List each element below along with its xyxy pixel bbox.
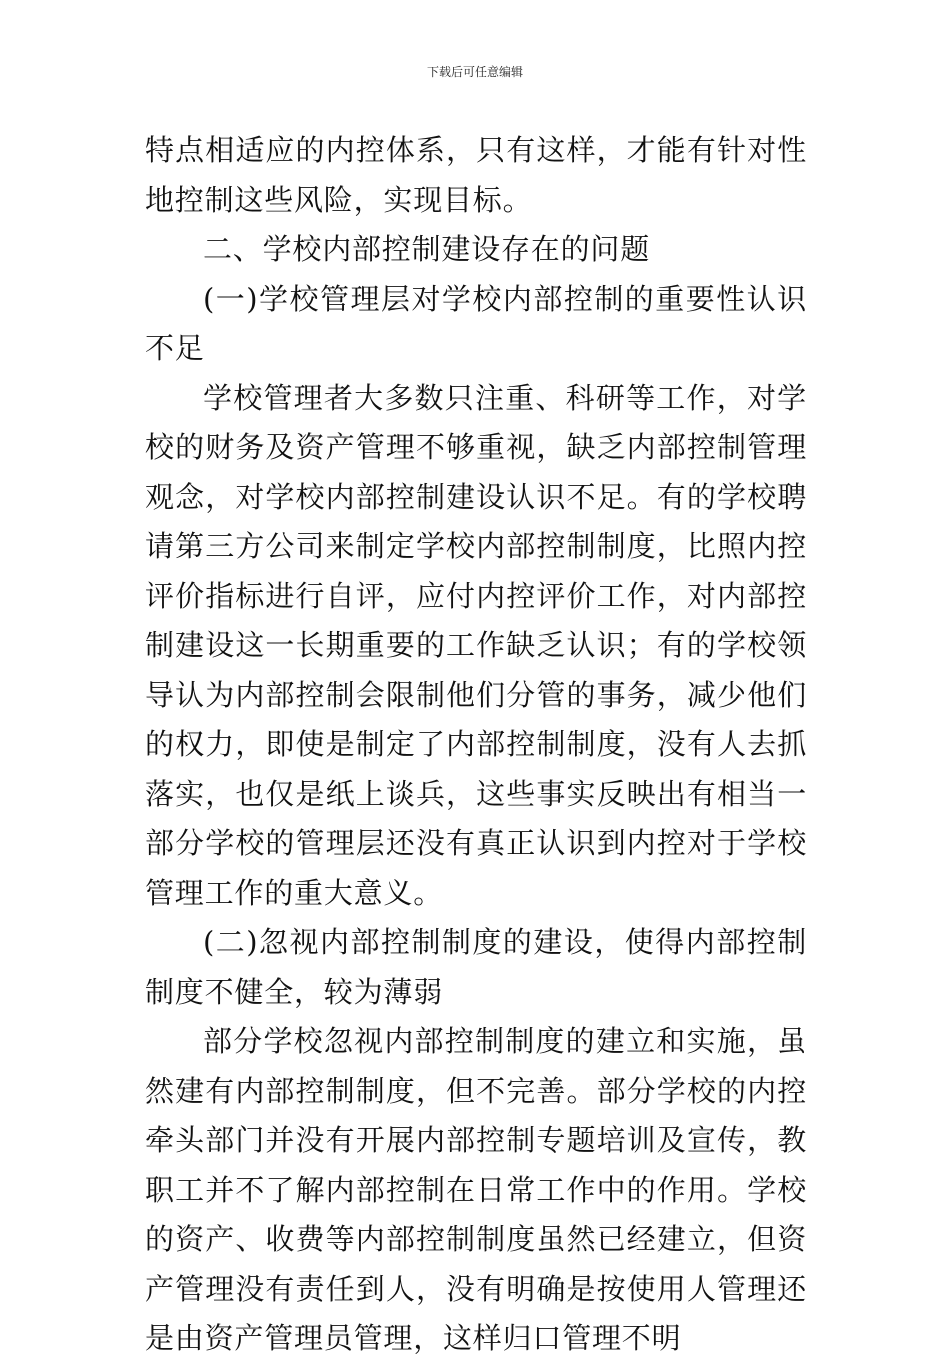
paragraph-1: 特点相适应的内控体系，只有这样，才能有针对性地控制这些风险，实现目标。 bbox=[145, 133, 807, 217]
paragraph-2-1-body: 学校管理者大多数只注重、科研等工作，对学校的财务及资产管理不够重视，缺乏内部控制管理观念，对学校内部控制建设认识不足。有的学校聘请第三方公司来制定学校内部控制制度，比照内控评价指标进行自评，应付内控评价工作，对内部控制建设这一长期重要的工作缺乏认识；有的学校领导认为内部控制会限制他们分管的事务，减少他们的权力，即使是制定了内部控制制度，没有人去抓落实，也仅是纸上谈兵，这些事实反映出有相当一部分学校的管理层还没有真正认识到内控对于学校管理工作的重大意义。 bbox=[145, 380, 807, 910]
subsection-heading-2-1: (一)学校管理层对学校内部控制的重要性认识不足 bbox=[145, 281, 807, 365]
paragraph-2-2-body: 部分学校忽视内部控制制度的建立和实施，虽然建有内部控制制度，但不完善。部分学校的内控牵头部门并没有开展内部控制专题培训及宣传，教职工并不了解内部控制在日常工作中的作用。学校的资产、收费等内部控制制度虽然已经建立，但资产管理没有责任到人，没有明确是按使用人管理还是由资产管理员管理，这样归口管理不明 bbox=[145, 1024, 807, 1355]
document-body bbox=[145, 126, 807, 1364]
section-heading-2: 二、学校内部控制建设存在的问题 bbox=[203, 232, 651, 266]
page-header-note: 下载后可任意编辑 bbox=[426, 65, 523, 79]
subsection-heading-2-2: (二)忽视内部控制制度的建设，使得内部控制制度不健全，较为薄弱 bbox=[145, 925, 807, 1009]
